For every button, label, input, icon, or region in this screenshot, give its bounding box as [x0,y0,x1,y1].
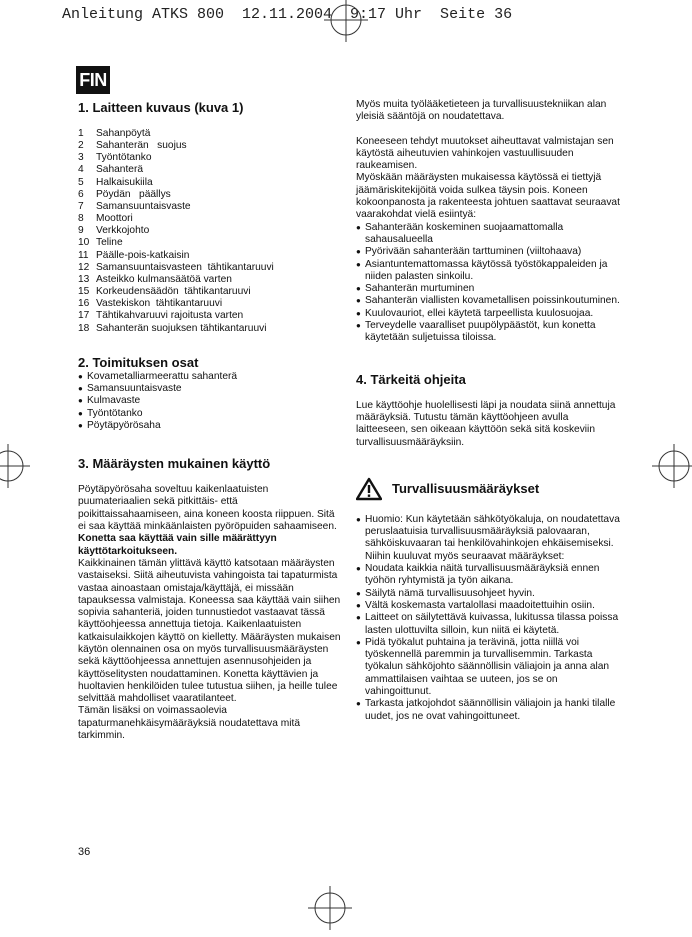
item-number: 17 [78,310,90,322]
section-4-title: 4. Tärkeitä ohjeita [356,371,466,387]
item-text: Terveydelle vaaralliset puupölypäästöt, kun konetta käytetään suljetuissa tiloissa. [365,320,596,344]
language-badge: FIN [76,66,110,94]
residual-risk-list [356,222,621,345]
risk-item [356,295,621,307]
part-item [78,250,343,262]
item-number: 2 [78,140,84,152]
delivery-list [78,371,343,432]
item-text: Huomio: Kun käytetään sähkötyökaluja, on noudatettava peruslaatuisia turvallisuusmääräyksiä palovaaran, sähköiskuvaaran tai henkilövahinkojen ehkäisemiseksi. Niihin kuuluvat myös seuraavat määräykset: [365,513,620,562]
part-item [78,140,343,152]
item-number: 8 [78,213,84,225]
safety-item [356,612,621,637]
item-text: Halkaisukiila [96,176,153,188]
safety-item [356,698,621,723]
part-item [78,213,343,225]
item-text: Sahanterän suojuksen tähtikantaruuvi [96,322,267,334]
item-text: Pöydän päällys [96,188,171,200]
risk-item [356,283,621,295]
item-text: Samansuuntaisvasteen tähtikantaruuvi [96,261,274,273]
part-item [78,225,343,237]
safety-list [356,514,621,723]
part-item [78,274,343,286]
item-number: 16 [78,298,90,310]
item-text: Vältä koskemasta vartalollasi maadoitettuihin osiin. [365,599,595,611]
item-number: 1 [78,128,84,139]
delivery-item [78,371,343,383]
safety-heading [356,477,621,501]
item-text: Kovametalliarmeerattu sahanterä [87,370,238,382]
item-text: Sahanpöytä [96,128,151,139]
part-item [78,286,343,298]
delivery-item [78,395,343,407]
safety-item [356,600,621,612]
part-item [78,201,343,213]
item-text: Vastekiskon tähtikantaruuvi [96,298,223,310]
safety-item [356,563,621,588]
part-item [78,128,343,140]
delivery-item [78,383,343,395]
section-3-body [78,484,343,742]
item-text: Päälle-pois-katkaisin [96,249,190,261]
part-item [78,189,343,201]
section-3-bold-note: Konetta saa käyttää vain sille määrättyyn käyttötarkoitukseen. [78,533,277,557]
page-number: 36 [78,846,91,858]
item-number: 13 [78,273,90,285]
part-item [78,262,343,274]
part-item [78,177,343,189]
item-text: Kuulovauriot, ellei käytetä tarpeellista kuulosuojaa. [365,307,594,319]
right-paragraph-3: Myöskään määräysten mukaisessa käytössä ei tiettyjä jäämäriskitekijöitä voida sulkea täysin pois. Koneen kokoonpanosta ja rakenteesta johtuen saattavat seuraavat vaarakohdat vielä esiintyä: [356,172,620,221]
registration-mark-bottom [308,886,352,930]
item-text: Noudata kaikkia näitä turvallisuusmääräyksiä ennen työhön ryhtymistä ja työn aikana. [365,563,600,587]
section-2-title: 2. Toimituksen osat [78,354,199,370]
item-text: Laitteet on säilytettävä kuivassa, lukitussa tilassa poissa lasten ulottuvilta silloin, kun niitä ei käytetä. [365,612,619,636]
left-column [78,100,343,742]
safety-item [356,637,621,698]
part-item [78,164,343,176]
item-text: Verkkojohto [96,225,150,237]
right-paragraph-2: Koneeseen tehdyt muutokset aiheuttavat valmistajan sen käytöstä aiheutuvien vahinkojen vastuullisuuden raukeamisen. [356,135,614,172]
item-number: 12 [78,261,90,273]
section-3-paragraph-3: Tämän lisäksi on voimassaolevia tapaturmanehkäisymääräyksiä noudatettava mitä tarkimmin. [78,705,300,742]
item-text: Asiantuntemattomassa käytössä työstökappaleiden ja niiden palasten sinkoilu. [365,258,608,282]
item-text: Samansuuntaisvaste [96,200,191,212]
item-number: 18 [78,322,90,334]
item-text: Työntötanko [96,152,152,164]
item-text: Sahanterään koskeminen suojaamattomalla sahausalueella [365,221,564,245]
risk-item [356,308,621,320]
part-item [78,310,343,322]
item-text: Korkeudensäädön tähtikantaruuvi [96,286,251,298]
item-text: Tähtikahvaruuvi rajoitusta varten [96,310,244,322]
risk-item [356,259,621,284]
section-3-title: 3. Määräysten mukainen käyttö [78,456,271,472]
item-text: Säilytä nämä turvallisuusohjeet hyvin. [365,587,535,599]
safety-item [356,588,621,600]
item-text: Sahanterän murtuminen [365,283,475,295]
item-text: Sahanterän viallisten kovametallisen poissinkoutuminen. [365,295,620,307]
item-text: Työntötanko [87,407,143,419]
item-text: Samansuuntaisvaste [87,382,182,394]
section-4-paragraph: Lue käyttöohje huolellisesti läpi ja noudata siinä annettuja määräyksiä. Tutustu tämän käyttöohjeen avulla laitteeseen, sen oikeaan käyttöön sekä sitä koskeviin turvallisuusmääräyksiin. [356,399,616,448]
parts-list [78,128,343,335]
item-number: 10 [78,237,90,249]
safety-title: Turvallisuusmääräykset [392,480,540,496]
item-text: Pyörivään sahanterään tarttuminen (viiltohaava) [365,246,582,258]
risk-item [356,246,621,258]
item-number: 4 [78,164,84,176]
item-number: 9 [78,225,84,237]
section-3-paragraph-2: Kaikkinainen tämän ylittävä käyttö katsotaan määräysten vastaiseksi. Siitä aiheutuvista vahingoista tai tapaturmista vastaa ainoastaan omistaja/käyttäjä, ei missään tapauksessa valmistaja. Koneessa saa käyttää vain siihen sopivia sahanteriä, joiden tunnustiedot vastaavat tässä käyttöohjeessa annettuja tietoja. Kaikenlaatuisten katkaisulaikkojen käyttö on kielletty. Määräysten mukaisen käytön olennainen osa on myös turvallisuusmääräysten sekä käyttöohjeessa annettujen asennusohjeiden ja käyttöselitysten noudattaminen. Konetta käyttävien ja huoltavien henkilöiden tulee tutustua siihen, ja heille tulee selvittää mahdolliset vaaratilanteet. [78,557,341,705]
item-text: Tarkasta jatkojohdot säännöllisin väliajoin ja hanki tilalle uudet, jos ne ovat vahingoittuneet. [365,698,616,722]
item-number: 11 [78,249,89,261]
item-number: 5 [78,176,84,188]
item-text: Sahanterä [96,164,144,176]
item-number: 15 [78,286,90,298]
item-text: Pöytäpyörösaha [87,419,161,431]
item-text: Asteikko kulmansäätöä varten [96,273,232,285]
item-text: Kulmavaste [87,395,141,407]
part-item [78,323,343,335]
item-text: Pidä työkalut puhtaina ja terävinä, jotta niillä voi työskennellä paremmin ja turvallisemmin. Tarkasta työkalun sähköjohto säännöllisin väliajoin ja anna alan ammattilaisen vaihtaa se uuteen, jos se on vahingoittunut. [365,636,610,697]
right-paragraph-1: Myös muita työlääketieteen ja turvallisuustekniikan alan yleisiä sääntöjä on noudatettava. [356,99,607,123]
part-item [78,298,343,310]
registration-mark-left [0,444,30,488]
item-text: Sahanterän suojus [96,140,187,152]
print-header: Anleitung ATKS 800 12.11.2004 9:17 Uhr Seite 36 [62,6,513,23]
safety-item [356,514,621,563]
right-column [356,99,621,723]
item-number: 3 [78,152,84,164]
registration-mark-top [324,0,368,42]
part-item [78,237,343,249]
delivery-item [78,420,343,432]
item-number: 7 [78,200,84,212]
section-1-title: 1. Laitteen kuvaus (kuva 1) [78,100,244,115]
item-text: Moottori [96,213,133,225]
registration-mark-right [652,444,692,488]
risk-item [356,222,621,247]
part-item [78,152,343,164]
delivery-item [78,408,343,420]
section-3-paragraph-1: Pöytäpyörösaha soveltuu kaikenlaatuisten puumateriaalien sekä pitkittäis- että poikittaissahaamiseen, aina koneen koosta riippuen. Sitä ei saa käyttää minkäänlaisten pyöröpuiden sahaamiseen. [78,484,337,533]
risk-item [356,320,621,345]
item-text: Teline [96,237,123,249]
item-number: 6 [78,188,84,200]
warning-triangle-icon [356,477,382,501]
